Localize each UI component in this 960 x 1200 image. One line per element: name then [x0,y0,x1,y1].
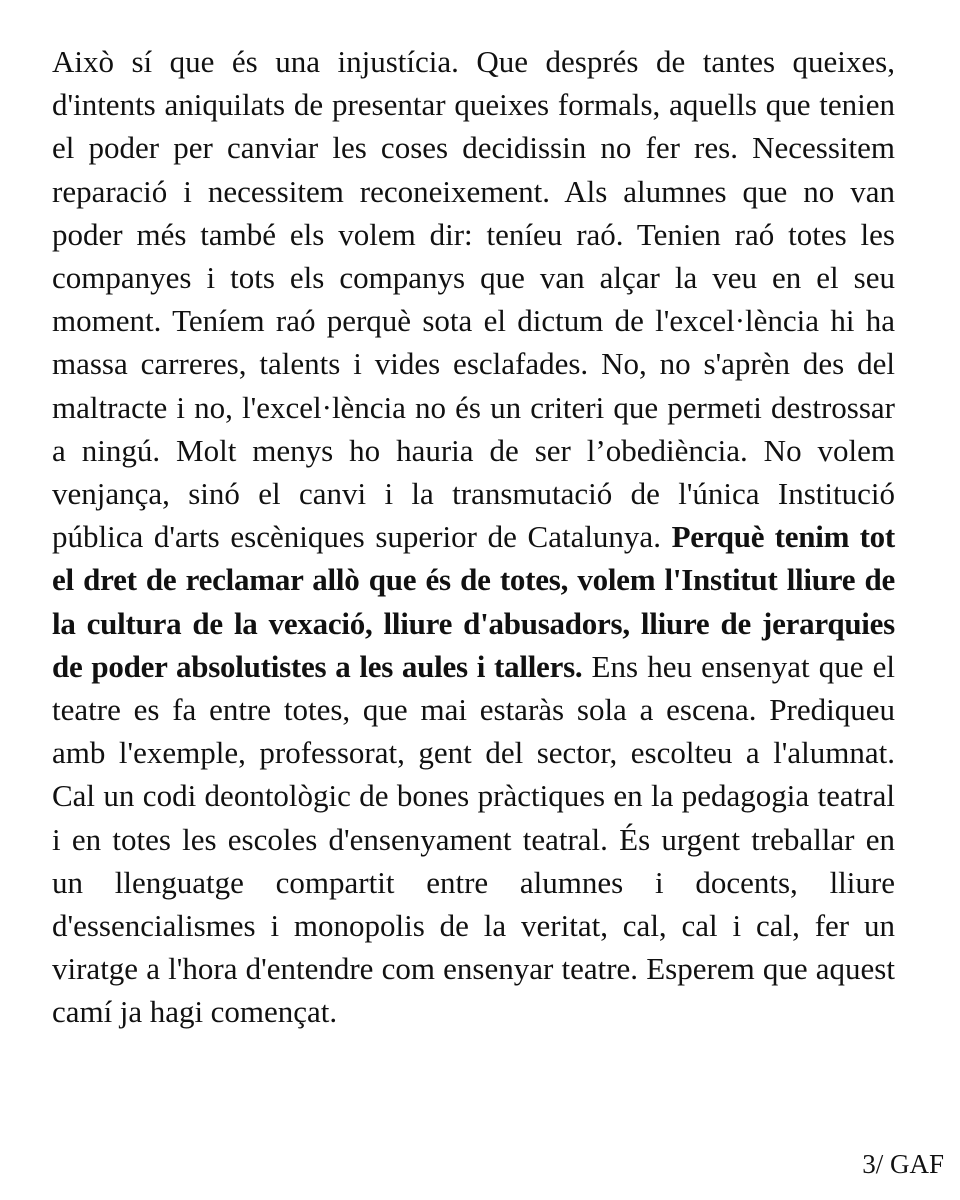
body-paragraph [52,40,895,1034]
paragraph-text-start: Això sí que és una injustícia. Que després de tantes queixes, d'intents aniquilats de presentar queixes formals, aquells que tenien el poder per canviar les coses decidissin no fer res. Necessitem reparació i necessitem reconeixement. Als alumnes que no van poder més també els volem dir: teníeu raó. Tenien raó totes les companyes i tots els companys que van alçar la veu en el seu moment. Teníem raó perquè sota el dictum de l'excel·lència hi ha massa carreres, talents i vides esclafades. No, no s'aprèn des del maltracte i no, l'excel·lència no és un criteri que permeti destrossar a ningú. Molt menys ho hauria de ser l’obediència. No volem venjança, sinó el canvi i la transmutació de l'única Institució pública d'arts escèniques superior de Catalunya. [52,44,895,555]
paragraph-text-end: Ens heu ensenyat que el teatre es fa entre totes, que mai estaràs sola a escena. Prediqueu amb l'exemple, professorat, gent del sector, escolteu a l'alumnat. Cal un codi deontològic de bones pràctiques en la pedagogia teatral i en totes les escoles d'ensenyament teatral. És urgent treballar en un llenguatge compartit entre alumnes i docents, lliure d'essencialismes i monopolis de la veritat, cal, cal i cal, fer un viratge a l'hora d'entendre com ensenyar teatre. Esperem que aquest camí ja hagi començat. [52,648,895,1030]
document-page [52,40,895,1034]
paragraph-bold-statement: Perquè tenim tot el dret de reclamar allò que és de totes, volem l'Institut lliure de la cultura de la vexació, lliure d'abusadors, lliure de jerarquies de poder absolutistes a les aules i tallers. [52,519,895,684]
page-number: 3/ GAF [862,1149,944,1179]
